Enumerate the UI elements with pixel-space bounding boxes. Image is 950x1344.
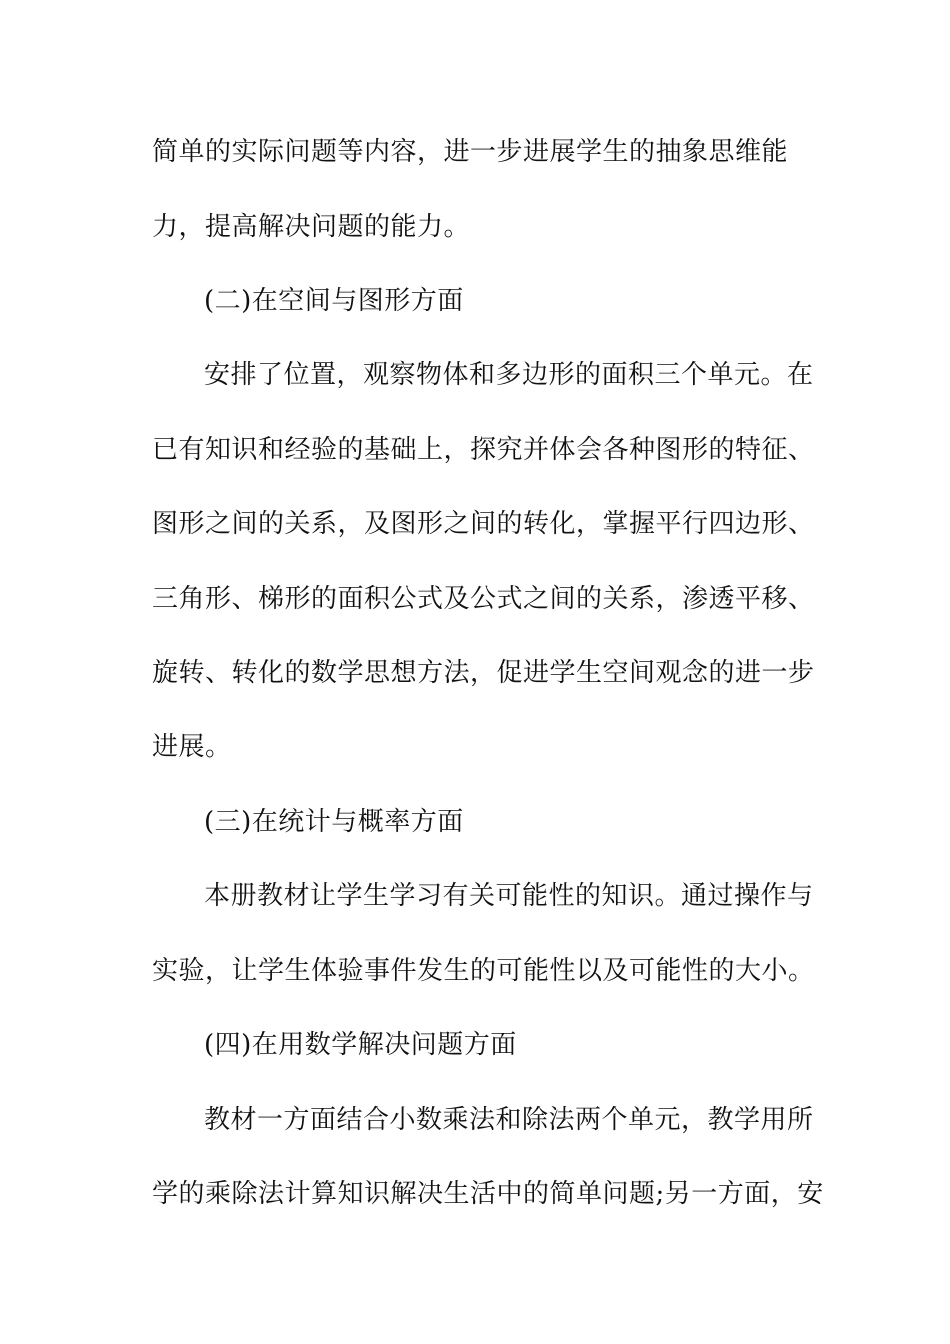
text-line: 简单的实际问题等内容，进一步进展学生的抽象思维能 — [152, 137, 789, 167]
text-line: 实验，让学生体验事件发生的可能性以及可能性的大小。 — [152, 956, 815, 986]
text-line: 已有知识和经验的基础上，探究并体会各种图形的特征、 — [152, 435, 815, 465]
text-line: 进展。 — [152, 732, 232, 762]
section-heading: (三)在统计与概率方面 — [204, 807, 464, 837]
text-line: 三角形、梯形的面积公式及公式之间的关系，渗透平移、 — [152, 584, 815, 614]
section-heading: (二)在空间与图形方面 — [204, 286, 464, 316]
text-line: 本册教材让学生学习有关可能性的知识。通过操作与 — [204, 881, 814, 911]
text-line: 安排了位置，观察物体和多边形的面积三个单元。在 — [204, 360, 814, 390]
text-line: 教材一方面结合小数乘法和除法两个单元，教学用所 — [204, 1105, 814, 1135]
section-heading: (四)在用数学解决问题方面 — [204, 1030, 517, 1060]
text-line: 学的乘除法计算知识解决生活中的简单问题;另一方面，安 — [152, 1179, 824, 1209]
text-line: 力，提高解决问题的能力。 — [152, 212, 471, 242]
text-line: 旋转、转化的数学思想方法，促进学生空间观念的进一步 — [152, 658, 815, 688]
text-line: 图形之间的关系，及图形之间的转化，掌握平行四边形、 — [152, 509, 815, 539]
